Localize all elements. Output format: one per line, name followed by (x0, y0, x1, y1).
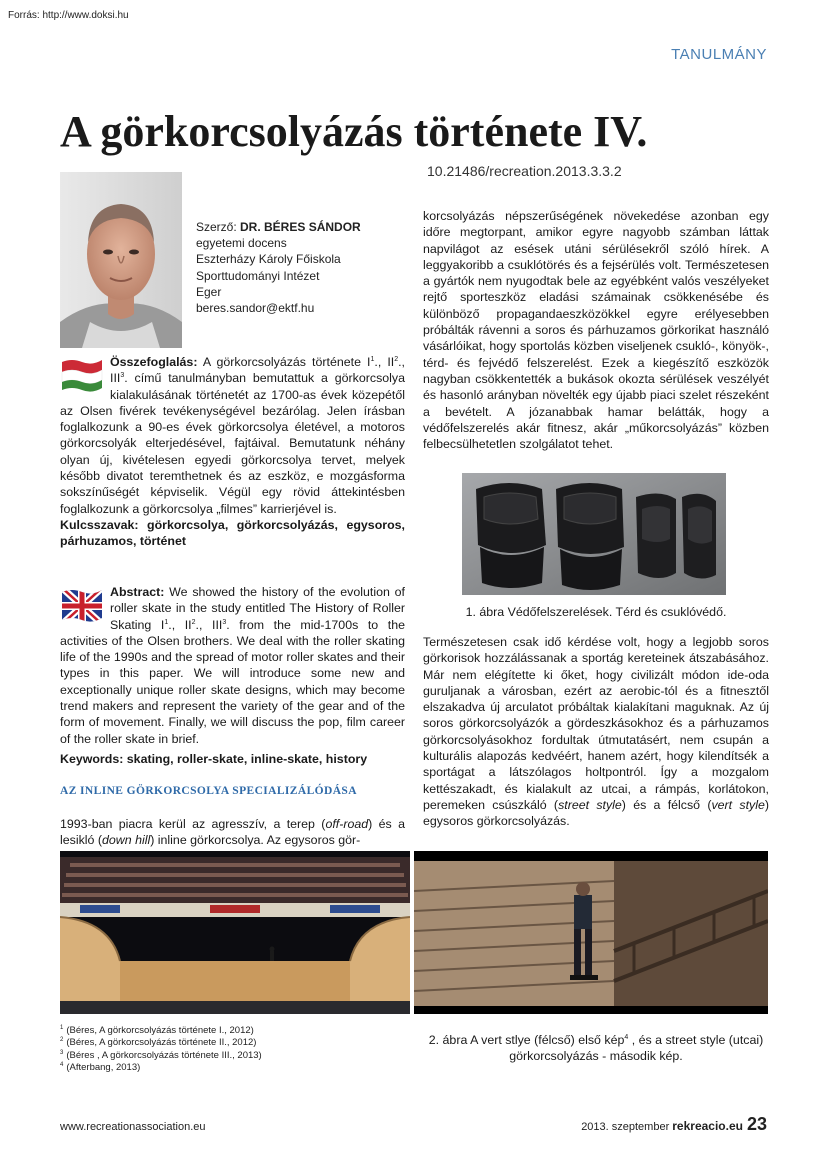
hu-footnote-ref-2: 2 (394, 355, 399, 363)
author-prefix: Szerző: (196, 220, 241, 234)
hu-abstract-t1: A görkorcsolyázás története I (197, 355, 371, 369)
en-footnote-ref-2: 2 (191, 618, 196, 626)
hu-footnote-ref-3: 3 (120, 372, 125, 380)
author-city: Eger (196, 284, 222, 299)
right-paragraph-2-t2: ) és a félcső ( (621, 797, 712, 812)
en-abstract-t1: We showed the history of the evolution of roller skate in the study entitled The History of Roller Skating I (110, 585, 405, 632)
figure-2-footnote-ref: 4 (624, 1033, 629, 1041)
figure-2-caption-t1: 2. ábra A vert stlye (félcső) első kép (428, 1033, 625, 1047)
footnote-4-number: 4 (60, 1062, 64, 1069)
hu-keywords: Kulcsszavak: görkorcsolya, görkorcsolyázás, egysoros, párhuzamos, történet (60, 517, 405, 549)
hungarian-flag-icon (60, 356, 104, 392)
source-note: Forrás: http://www.doksi.hu (8, 10, 129, 21)
en-keywords: Keywords: skating, roller-skate, inline-skate, history (60, 751, 368, 766)
author-photo (60, 172, 182, 348)
left-body (60, 816, 405, 849)
footer-website: www.recreationassociation.eu (60, 1121, 206, 1133)
right-paragraph-2-i1: street style (558, 797, 622, 812)
left-body-paragraph (60, 816, 405, 849)
figure-2-vert-ramp-photo (60, 851, 410, 1014)
right-paragraph-1 (423, 208, 769, 452)
right-paragraph-2 (423, 634, 769, 830)
left-body-i1: off-road (325, 817, 369, 831)
footnote-2 (60, 1037, 262, 1049)
footnote-3-number: 3 (60, 1049, 64, 1056)
hu-abstract (60, 354, 405, 550)
hu-abstract-label: Összefoglalás: (110, 355, 198, 369)
footer-date: 2013. szeptember (581, 1121, 670, 1133)
figure-1-protective-gear (462, 473, 726, 595)
footnote-2-text: (Béres, A görkorcsolyázás története II., 2012) (66, 1037, 257, 1049)
footnote-1-number: 1 (60, 1024, 64, 1031)
figure-1-caption: 1. ábra Védőfelszerelések. Térd és csuklóvédő. (465, 605, 727, 619)
footnote-3 (60, 1050, 262, 1062)
en-footnote-ref-3: 3 (222, 618, 227, 626)
page-number: 23 (746, 1114, 767, 1134)
en-abstract-t3: ., III (195, 617, 223, 632)
right-paragraph-1-text: korcsolyázás népszerűségének növekedése azonban egy időre megtorpant, amikor egyre nagyobb számban láttak napvilágot az esések utáni sérülésekről szóló hírek. A leggyakoribb a csuklótörés és a fejsérülés volt. Természetesen a gyártók nem nyugodtak bele az egyébként valós veszélyeket rejtő sporteszköz eladási számainak csökkenésébe és különböző propagandaeszközökkel egyre erélyesebben próbálták rávenni a soros és párhuzamos görkorikat használó vásárlóikat, hogy sportolás közben viseljenek csukló-, könyök-, térd- és fejvédő felszerelést. Ezek a kiegészítő eszközök nagyban csökkentették a bukások okozta sérülések veszélyét és hasonló arányban növelték egy újabb piaci szelet részeként a bevételt. A józanabbak hamar belátták, hogy a védőfelszerelés akár fitnesz, akár „műkorcsolyázás” közben felbecsülhetetlen szolgálatot tehet. (423, 209, 769, 452)
en-footnote-ref-1: 1 (164, 618, 169, 626)
en-abstract-t4: . from the mid-1700s to the activities of the Olsen brothers. We deal with the roller skating life of the 1990s and the spread of motor roller skates and their types in this paper. We will introduce some new and exceptionally unique roller skate designs, which may become trend makers and represent the variety of the gear and of the form of movement. Finally, we will discuss the pop, film career of the roller skate in brief. (60, 617, 405, 746)
author-info (196, 219, 361, 316)
author-institution: Eszterházy Károly Főiskola (196, 252, 341, 267)
hu-abstract-t2: ., II (374, 355, 395, 369)
hu-abstract-t3: ., III (110, 355, 405, 386)
doi: 10.21486/recreation.2013.3.3.2 (427, 163, 622, 179)
left-body-t2: ) és a lesikló ( (60, 817, 405, 848)
author-name: DR. BÉRES SÁNDOR (240, 220, 361, 234)
author-email: beres.sandor@ektf.hu (196, 301, 315, 316)
en-abstract-text (60, 584, 405, 747)
right-paragraph-2-i2: vert style (711, 797, 765, 812)
left-body-t1: 1993-ban piacra kerül az agresszív, a terep ( (60, 817, 326, 831)
author-title: egyetemi docens (196, 236, 287, 251)
footnote-3-text: (Béres , A görkorcsolyázás története III., 2013) (66, 1049, 262, 1061)
article-title: A görkorcsolyázás története IV. (60, 107, 648, 156)
left-body-i2: down hill (102, 833, 151, 848)
en-abstract (60, 584, 405, 767)
hu-abstract-text (60, 354, 405, 517)
right-paragraph-2-t3: ) egysoros görkorcsolyázás. (423, 797, 770, 829)
en-abstract-label: Abstract: (110, 585, 165, 599)
hu-footnote-ref-1: 1 (370, 355, 375, 363)
hu-abstract-t4: . című tanulmányban bemutattuk a görkorcsolya kialakulásának történetét az 1700-as évek közepétől az Olsen fivérek tevékenységével bezárólag. Jelen írásban foglalkozunk a 90-es évek görkorcsolya életével, a motoros görkorcsolyák elterjedésével, fajtáival. Bemutatunk néhány olyan új, kivételesen egyedi görkorcsolya tervet, melyek később divatot teremthetnek és az eszköz, e mozgásforma sokszínűségét képviselik. Végül egy rövid áttekintésben foglalkozunk a görkorcsolya „filmes” karrierjével is. (60, 371, 405, 516)
figure-2-caption-t2: , és a street style (utcai) görkorcsolyázás - második kép. (509, 1033, 764, 1063)
figure-2-caption (423, 1032, 769, 1064)
footnote-4 (60, 1062, 262, 1074)
left-body-t3: ) inline görkorcsolya. Az egysoros gör- (150, 833, 361, 848)
figure-2-street-style-photo (414, 851, 768, 1014)
footer-right (581, 1114, 767, 1135)
footnote-1 (60, 1025, 262, 1037)
footnote-4-text: (Afterbang, 2013) (66, 1062, 141, 1074)
footer-brand: rekreacio.eu (672, 1119, 743, 1133)
uk-flag-icon (60, 586, 104, 622)
author-department: Sporttudományi Intézet (196, 268, 320, 283)
right-paragraph-2-t1: Természetesen csak idő kérdése volt, hogy a legjobb soros görkorisok hozzálássanak a sportág kereteinek átszabásához. Már nem elégítette ki őket, hogy civilizált módon ide-oda guruljanak a városban, ezért az aerobic-tól és a fitnesztől elszakadva új arculatot próbáltak kialakítani maguknak. Az új soros görkorcsolyázók a gördeszkásokhoz és a párhuzamos görkorcsolyásokhoz fordultak útmutatásért, nem csupán a kulturális alapozás kedvéért, hanem azért, hogy kilendítsék a sportágat a látszólagos holtpontról. Így a mozgalom kettészakadt, és kialakult az utcai, a rámpás, korlátokon, peremeken csúszkáló ( (423, 635, 769, 812)
section-subheading: AZ INLINE GÖRKORCSOLYA SPECIALIZÁLÓDÁSA (60, 785, 357, 797)
footnote-2-number: 2 (60, 1037, 64, 1044)
author-name-line (196, 219, 361, 235)
en-abstract-t2: ., II (168, 617, 192, 632)
section-tag: TANULMÁNY (671, 46, 767, 63)
footnote-1-text: (Béres, A görkorcsolyázás története I., 2012) (66, 1025, 254, 1036)
right-paragraph-2-text (423, 634, 769, 830)
footnotes (60, 1025, 262, 1075)
